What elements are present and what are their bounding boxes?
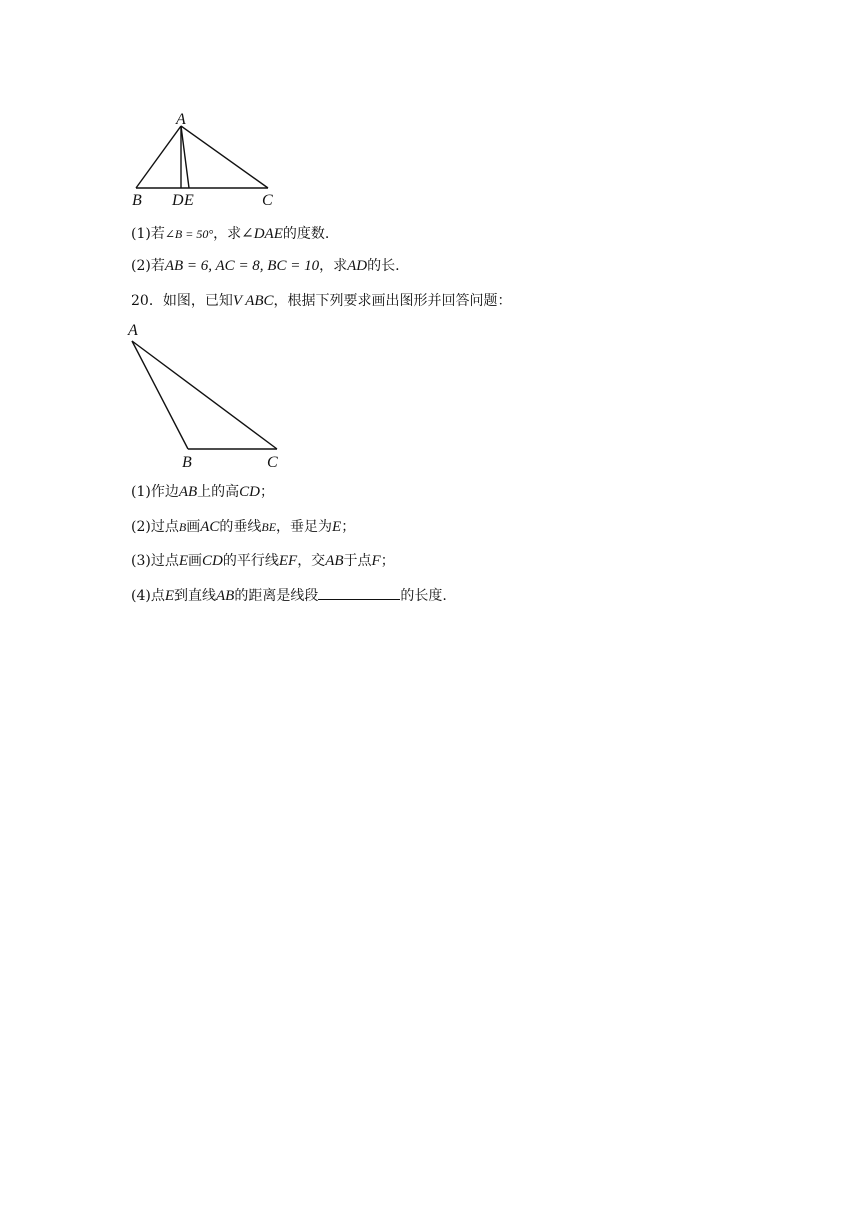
q20-step3: (3)过点E画CD的平行线EF，交AB于点F；: [131, 553, 395, 569]
q20-step1: (1)作边AB上的高CD；: [131, 484, 275, 500]
q19-part2: (2)若AB = 6, AC = 8, BC = 10，求AD的长.: [131, 258, 400, 274]
angle-dae: ∠DAE: [241, 226, 283, 242]
vertex-label-b: B: [132, 192, 142, 209]
segment-ac: [132, 341, 277, 449]
triangle-figure-1: [120, 108, 290, 212]
segment-ab: [132, 341, 188, 449]
q20-step2: (2)过点B画AC的垂线BE，垂足为E；: [131, 519, 356, 535]
triangle-figure-2: [124, 318, 294, 476]
condition-angle-b: ∠B = 50°: [164, 227, 214, 241]
vertex-label-d: D: [172, 192, 184, 209]
q19-part1: (1)若∠B = 50°，求∠DAE的度数.: [131, 226, 330, 242]
target-ad: AD: [347, 258, 368, 274]
triangle-abc-symbol: V ABC: [232, 293, 274, 309]
vertex-label-c: C: [267, 454, 278, 471]
answer-blank[interactable]: [318, 585, 400, 600]
condition-sides: AB = 6, AC = 8, BC = 10: [164, 258, 320, 274]
segment-ae: [181, 126, 189, 188]
segment-ac: [181, 126, 268, 188]
segment-ab: [136, 126, 181, 188]
q20-step4: (4)点E到直线AB的距离是线段 的长度.: [131, 585, 447, 606]
q20-intro: 20．如图，已知V ABC，根据下列要求画出图形并回答问题：: [131, 293, 512, 309]
vertex-label-b: B: [182, 454, 192, 471]
vertex-label-a: A: [176, 111, 186, 128]
vertex-label-e: E: [184, 192, 194, 209]
vertex-label-a: A: [128, 322, 138, 339]
vertex-label-c: C: [262, 192, 273, 209]
